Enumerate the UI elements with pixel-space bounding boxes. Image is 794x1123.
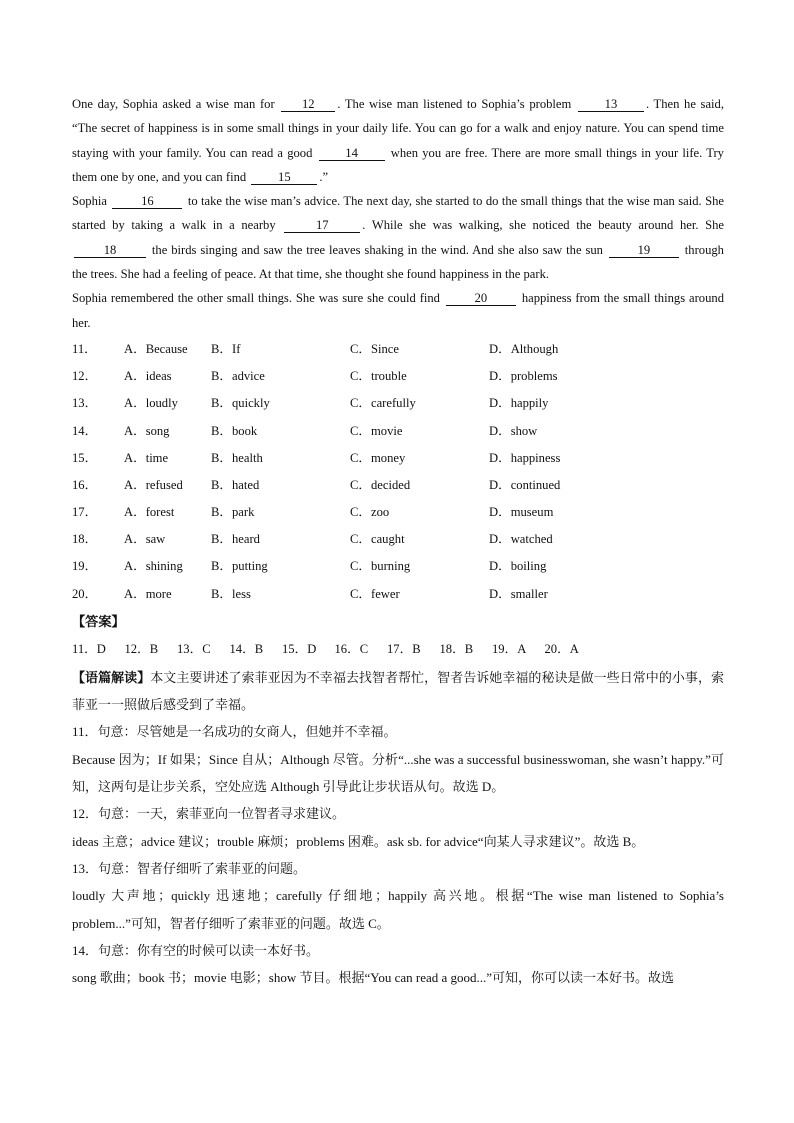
option-c: C．caught: [350, 532, 405, 547]
answer-key: [72, 634, 724, 664]
question-number: 17．: [72, 505, 98, 520]
option-b: B．heard: [211, 532, 260, 547]
option-b: B．park: [211, 505, 255, 520]
option-a: A．refused: [124, 477, 183, 492]
question-number: 15．: [72, 450, 98, 465]
option-b: B．advice: [211, 369, 265, 384]
option-d: D．smaller: [489, 586, 548, 601]
option-b: B．quickly: [211, 396, 270, 411]
question-number: 11．: [72, 341, 97, 356]
question-number: 18．: [72, 532, 98, 547]
blank-19: 19: [609, 243, 679, 258]
blank-20: 20: [446, 291, 516, 306]
option-row: [72, 472, 724, 499]
option-d: D．happiness: [489, 450, 561, 465]
option-a: A．song: [124, 423, 170, 438]
option-c: C．money: [350, 450, 406, 465]
option-a: A．forest: [124, 505, 175, 520]
option-c: C．decided: [350, 477, 411, 492]
passage-text: Sophia: [72, 194, 107, 209]
passage-text: . While she was walking, she noticed the beauty around her. She: [362, 218, 725, 233]
blank-16: 16: [112, 194, 182, 209]
option-a: A．saw: [124, 532, 166, 547]
passage-text: . The wise man listened to Sophia’s problem: [337, 97, 572, 111]
option-d: D．museum: [489, 505, 554, 520]
answer-item: 14．B: [229, 641, 264, 656]
option-d: D．watched: [489, 532, 553, 547]
passage-text: to take the wise man’s advice. The next day, she started to do the small things that the wise man said. She started by taking a walk in a nearby: [72, 194, 724, 233]
blank-15: 15: [251, 170, 317, 185]
analysis-label: 【语篇解读】: [72, 669, 151, 685]
option-row: [72, 526, 724, 553]
question-number: 12．: [72, 369, 98, 384]
option-d: D．continued: [489, 477, 561, 492]
option-b: B．health: [211, 450, 263, 465]
option-c: C．Since: [350, 341, 399, 356]
blank-17: 17: [284, 218, 360, 233]
question-number: 16．: [72, 477, 98, 492]
passage-analysis: [72, 664, 724, 719]
question-number: 13．: [72, 396, 98, 411]
answer-heading: 【答案】: [72, 613, 125, 629]
option-c: C．burning: [350, 559, 411, 574]
answer-item: 17．B: [387, 641, 421, 656]
option-row: [72, 581, 724, 608]
answer-item: 19．A: [492, 641, 527, 656]
answer-item: 18．B: [439, 641, 474, 656]
passage-text: . Then he said, “The secret of happiness is in some small things in your daily life. You can go for a walk and enjoy nature. You can spend time staying with your family. You can read a good: [72, 97, 724, 160]
option-row: [72, 553, 724, 580]
blank-18: 18: [74, 243, 146, 258]
option-b: B．book: [211, 423, 258, 438]
answer-item: 12．B: [124, 641, 159, 656]
option-row: [72, 499, 724, 526]
option-d: D．Although: [489, 341, 559, 356]
explanation-line: song 歌曲；book 书；movie 电影；show 节目。根据“You can read a good...”可知，你可以读一本好书。故选: [72, 970, 675, 986]
option-a: A．Because: [124, 341, 188, 356]
option-a: A．ideas: [124, 369, 172, 384]
option-b: B．putting: [211, 559, 268, 574]
option-d: D．problems: [489, 369, 558, 384]
blank-12: 12: [281, 97, 335, 112]
option-c: C．fewer: [350, 586, 400, 601]
option-c: C．zoo: [350, 505, 390, 520]
option-d: D．happily: [489, 396, 549, 411]
answer-item: 15．D: [282, 641, 317, 656]
blank-14: 14: [319, 146, 385, 161]
option-a: A．time: [124, 450, 169, 465]
question-number: 14．: [72, 423, 98, 438]
answer-item: 13．C: [177, 641, 211, 656]
explanation-line: 12．句意：一天，索菲亚向一位智者寻求建议。: [72, 806, 346, 822]
answer-item: 20．A: [544, 641, 579, 656]
option-c: C．carefully: [350, 396, 416, 411]
passage-paragraph-1: [72, 92, 724, 189]
option-c: C．trouble: [350, 369, 407, 384]
passage-paragraph-2: [72, 189, 724, 286]
answer-item: 16．C: [334, 641, 369, 656]
option-a: A．shining: [124, 559, 183, 574]
option-row: [72, 390, 724, 417]
option-c: C．movie: [350, 423, 403, 438]
question-number: 19．: [72, 559, 98, 574]
option-row: [72, 363, 724, 390]
document-page: [72, 92, 724, 991]
option-b: B．If: [211, 341, 241, 356]
explanation-line: 14．句意：你有空的时候可以读一本好书。: [72, 942, 320, 958]
explanation-line: loudly 大声地；quickly 迅速地；carefully 仔细地；happily 高兴地。根据“The wise man listened to Sophia’s problem...”可知，智者仔细听了索菲亚的问题。故选 C。: [72, 888, 724, 931]
passage-text: the birds singing and saw the tree leaves shaking in the wind. And she also saw the sun: [151, 242, 603, 257]
passage-text: Sophia remembered the other small things. She was sure she could find: [72, 291, 440, 306]
analysis-text: 本文主要讲述了索菲亚因为不幸福去找智者帮忙，智者告诉她幸福的秘诀是做一些日常中的小事，索菲亚一一照做后感受到了幸福。: [72, 669, 724, 713]
passage-text: One day, Sophia asked a wise man for: [72, 97, 275, 111]
option-a: A．loudly: [124, 396, 178, 411]
question-number: 20．: [72, 586, 98, 601]
passage-text: happiness from the small things around her.: [72, 291, 724, 330]
explanation-line: Because 因为；If 如果；Since 自从；Although 尽管。分析“...she was a successful businesswoman, she wasn’t happy.”可知，这两句是让步关系，空处应选 Although 引导此让步状语从句。故选 D。: [72, 751, 724, 795]
option-row: [72, 418, 724, 445]
option-row: [72, 445, 724, 472]
option-d: D．boiling: [489, 559, 547, 574]
option-b: B．hated: [211, 477, 260, 492]
passage-text: through the trees. She had a feeling of peace. At that time, she thought she found happiness in the park.: [72, 242, 724, 282]
passage-text: .”: [319, 169, 329, 184]
option-d: D．show: [489, 423, 538, 438]
passage-text: when you are free. There are more small things in your life. Try them one by one, and you can find: [72, 145, 724, 184]
blank-13: 13: [578, 97, 644, 112]
options-list: [72, 336, 724, 608]
explanation-line: ideas 主意；advice 建议；trouble 麻烦；problems 困难。ask sb. for advice“向某人寻求建议”。故选 B。: [72, 833, 645, 849]
option-b: B．less: [211, 586, 251, 601]
explanation-line: 11．句意：尽管她是一名成功的女商人，但她并不幸福。: [72, 724, 397, 740]
passage-paragraph-3: [72, 286, 724, 335]
option-a: A．more: [124, 586, 172, 601]
explanation-line: 13．句意：智者仔细听了索菲亚的问题。: [72, 860, 307, 876]
option-row: [72, 336, 724, 363]
answer-item: 11．D: [72, 641, 106, 656]
